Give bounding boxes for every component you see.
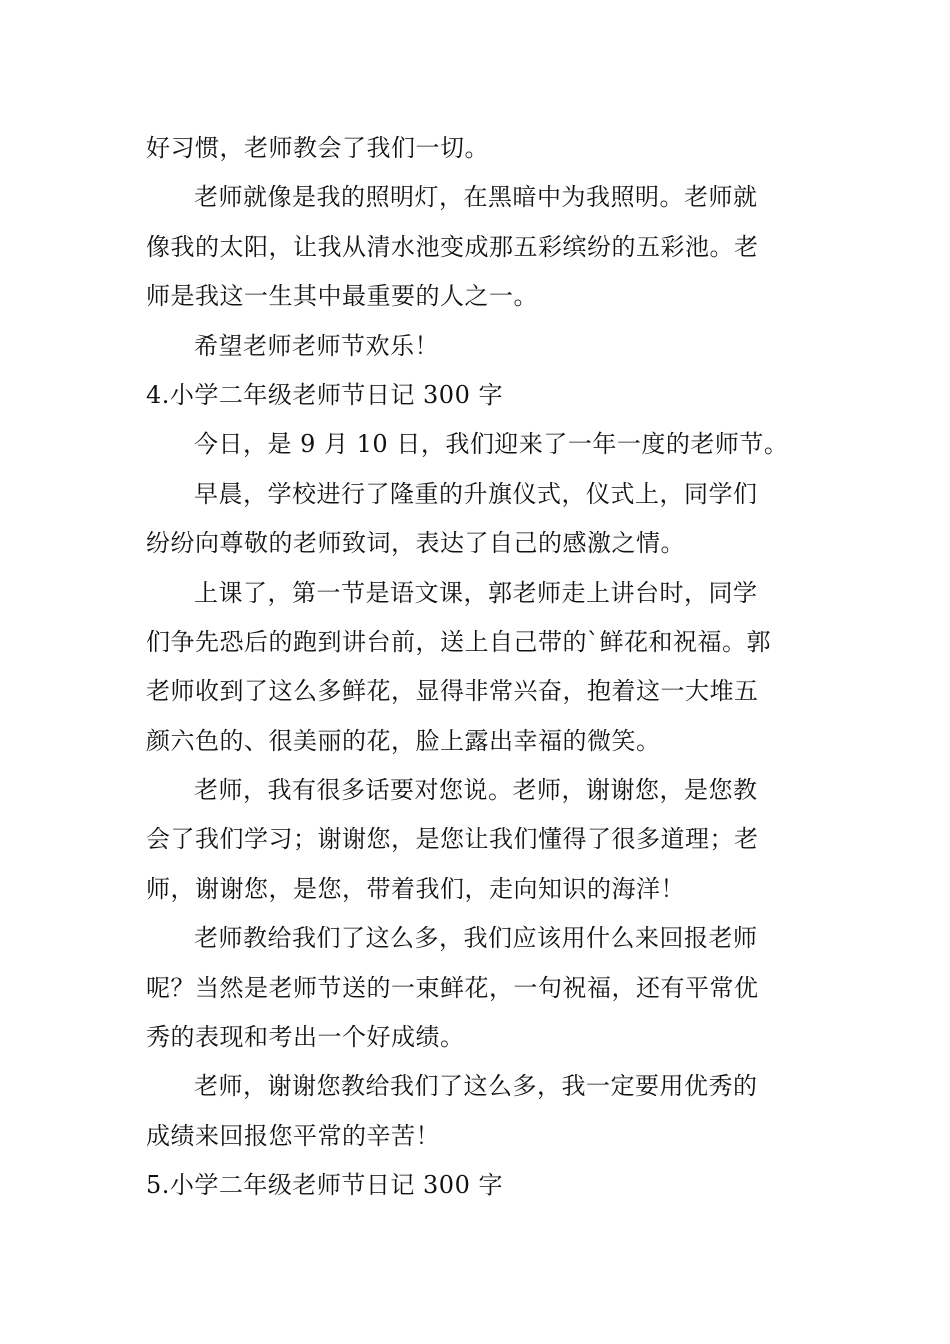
- paragraph-line: 早晨，学校进行了隆重的升旗仪式，仪式上，同学们: [194, 479, 758, 508]
- paragraph-line: 上课了，第一节是语文课，郭老师走上讲台时，同学: [194, 578, 758, 607]
- paragraph-line: 老师，我有很多话要对您说。老师，谢谢您，是您教: [194, 776, 758, 805]
- paragraph-line: 颜六色的、很美丽的花，脸上露出幸福的微笑。: [146, 726, 661, 755]
- paragraph-line: 师是我这一生其中最重要的人之一。: [146, 282, 538, 311]
- paragraph-line: 老师就像是我的照明灯，在黑暗中为我照明。老师就: [194, 183, 758, 212]
- section-heading: 4.小学二年级老师节日记 300 字: [146, 380, 503, 409]
- paragraph-line: 今日，是 9 月 10 日，我们迎来了一年一度的老师节。: [194, 430, 789, 459]
- paragraph-line: 会了我们学习；谢谢您，是您让我们懂得了很多道理；老: [146, 825, 759, 854]
- paragraph-line: 好习惯，老师教会了我们一切。: [146, 134, 489, 162]
- paragraph-line: 秀的表现和考出一个好成绩。: [146, 1023, 465, 1052]
- document-body: [146, 124, 808, 1211]
- section-heading: 5.小学二年级老师节日记 300 字: [146, 1171, 503, 1200]
- paragraph-line: 师，谢谢您，是您，带着我们，走向知识的海洋！: [146, 874, 685, 903]
- paragraph-line: 老师收到了这么多鲜花，显得非常兴奋，抱着这一大堆五: [146, 677, 759, 706]
- paragraph-line: 们争先恐后的跑到讲台前，送上自己带的`鲜花和祝福。郭: [146, 627, 771, 656]
- paragraph-line: 老师教给我们了这么多，我们应该用什么来回报老师: [194, 924, 758, 953]
- paragraph-line: 老师，谢谢您教给我们了这么多，我一定要用优秀的: [194, 1072, 758, 1101]
- paragraph-line: 成绩来回报您平常的辛苦！: [146, 1121, 440, 1150]
- paragraph-line: 呢？当然是老师节送的一束鲜花，一句祝福，还有平常优: [146, 973, 759, 1002]
- paragraph-line: 希望老师老师节欢乐！: [194, 331, 439, 360]
- paragraph-line: 纷纷向尊敬的老师致词，表达了自己的感激之情。: [146, 529, 685, 558]
- paragraph-line: 像我的太阳，让我从清水池变成那五彩缤纷的五彩池。老: [146, 232, 759, 261]
